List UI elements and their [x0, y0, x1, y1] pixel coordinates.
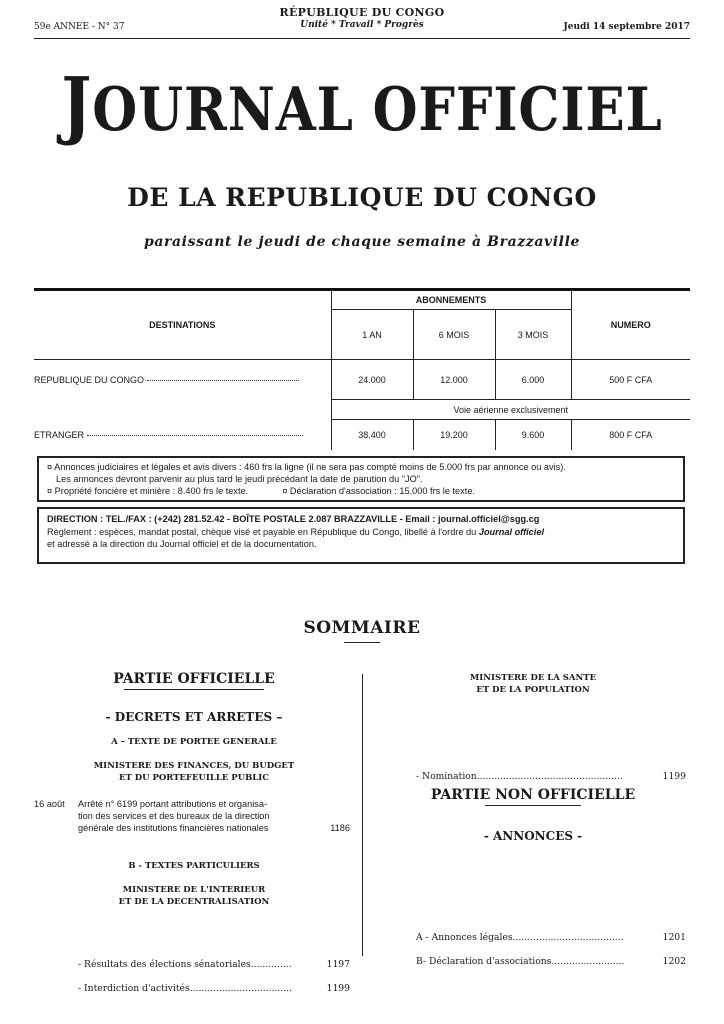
notice-line: ¤ Annonces judiciaires et légales et avis divers : 460 frs la ligne (il ne sera pas compté moins de 5.000 frs par annonce ou avis).	[47, 462, 566, 472]
entry-page: 1202	[662, 956, 686, 967]
ministry-finances: MINISTERE DES FINANCES, DU BUDGET ET DU PORTEFEUILLE PUBLIC	[93, 761, 295, 783]
journal-title: JOURNAL OFFICIEL	[61, 62, 663, 148]
price-cell: 19.200	[413, 420, 495, 450]
subsection-b: B - TEXTES PARTICULIERS	[128, 861, 260, 871]
entry-page: 1199	[662, 771, 686, 782]
partie-underline	[485, 805, 581, 806]
air-mail-note: Voie aérienne exclusivement	[331, 400, 690, 420]
list-item: - Résultats des élections sénatoriales.............. 1197	[78, 959, 350, 970]
list-item: A - Annonces légales...................................... 1201	[416, 932, 686, 943]
partie-officielle	[34, 671, 354, 690]
country-name: RÉPUBLIQUE DU CONGO	[279, 6, 445, 19]
direction-line: DIRECTION : TEL./FAX : (+242) 281.52.42 - BOÎTE POSTALE 2.087 BRAZZAVILLE - Email : journal.officiel@sgg.cg	[47, 514, 540, 524]
sommaire-title: SOMMAIRE	[303, 618, 421, 638]
sommaire-underline	[344, 642, 380, 643]
notice-line: Les annonces devront parvenir au plus tard le jeudi précédant la date de parution du "JO".	[56, 474, 423, 484]
numero-price: 500 F CFA	[571, 360, 690, 400]
header-divider	[34, 38, 690, 39]
price-cell: 12.000	[413, 360, 495, 400]
table-row	[34, 360, 690, 400]
entry-page: 1197	[326, 959, 350, 970]
price-cell: 6.000	[495, 360, 571, 400]
reglement-line: Règlement : espèces, mandat postal, chèque visé et payable en République du Congo, libellé à l'ordre du Journal officiel	[47, 526, 545, 537]
entry-page: 1199	[326, 983, 350, 994]
destination-etranger: ETRANGER	[34, 429, 85, 440]
partie-non-officielle	[376, 787, 690, 806]
period-6mois: 6 MOIS	[413, 310, 495, 360]
direction-box	[37, 507, 685, 564]
column-divider	[362, 674, 363, 956]
subsection-a: A – TEXTE DE PORTEE GENERALE	[111, 737, 277, 747]
partie-officielle-title: PARTIE OFFICIELLE	[113, 671, 275, 687]
period-1an: 1 AN	[331, 310, 413, 360]
journal-tagline: paraissant le jeudi de chaque semaine à Brazzaville	[143, 234, 581, 250]
destinations-header: DESTINATIONS	[34, 290, 331, 360]
national-motto: Unité * Travail * Progrès	[300, 20, 424, 30]
list-item: - Nomination.................................................. 1199	[416, 771, 686, 782]
abonnements-header: ABONNEMENTS	[331, 290, 571, 310]
ministry-sante: MINISTERE DE LA SANTE ET DE LA POPULATION	[469, 673, 597, 695]
numero-price: 800 F CFA	[571, 420, 690, 450]
entry-page: 1201	[662, 932, 686, 943]
decrets-section: - DECRETS ET ARRETES –	[105, 710, 283, 724]
numero-header: NUMERO	[571, 290, 690, 360]
ministry-interieur: MINISTERE DE L'INTERIEUR ET DE LA DECENTRALISATION	[118, 885, 270, 907]
notice-line: ¤ Propriété foncière et minière : 8.400 frs le texte. ¤ Déclaration d'association : 15.000 frs le texte.	[47, 486, 475, 496]
table-row	[34, 420, 690, 450]
partie-underline	[124, 689, 264, 690]
list-item: 16 août Arrêté n° 6199 portant attributions et organisa- tion des services et des bureaux de la direction générale des institutions financières nationales 1186	[34, 799, 350, 833]
period-3mois: 3 MOIS	[495, 310, 571, 360]
entry-page: 1186	[330, 823, 350, 833]
list-item: B- Déclaration d'associations......................... 1202	[416, 956, 686, 967]
issue-date: Jeudi 14 septembre 2017	[563, 22, 690, 32]
price-cell: 38.400	[331, 420, 413, 450]
reglement-line: et adressé à la direction du Journal officiel et de la documentation.	[47, 539, 317, 549]
subscription-table	[34, 288, 690, 450]
price-cell: 9.600	[495, 420, 571, 450]
price-cell: 24.000	[331, 360, 413, 400]
annonces-section: - ANNONCES -	[483, 829, 583, 843]
issue-number: 59e ANNEE - N° 37	[34, 22, 125, 32]
notices-box	[37, 456, 685, 502]
partie-non-officielle-title: PARTIE NON OFFICIELLE	[430, 787, 636, 803]
entry-date: 16 août	[34, 799, 65, 809]
destination-congo: REPUBLIQUE DU CONGO	[34, 374, 145, 385]
journal-subtitle: DE LA REPUBLIQUE DU CONGO	[127, 183, 597, 212]
list-item: - Interdiction d'activités................................... 1199	[78, 983, 350, 994]
